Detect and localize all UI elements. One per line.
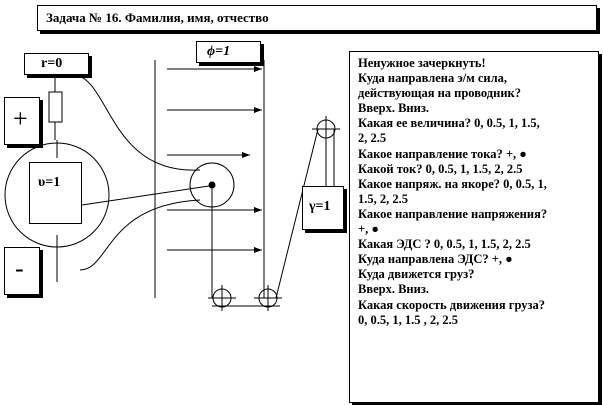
question-line: Какое напряж. на якоре? 0, 0.5, 1, — [358, 176, 547, 191]
question-line: Ненужное зачеркнуть! — [358, 56, 486, 70]
question-line: 2, 2.5 — [358, 131, 387, 146]
questions-panel — [349, 51, 599, 403]
question-line: +, ● — [358, 222, 379, 237]
question-line: Какое направление тока? +, ● — [358, 146, 527, 161]
question-line: 0, 0.5, 1, 1.5 , 2, 2.5 — [358, 312, 458, 327]
title-box — [37, 5, 597, 31]
plus-terminal-box — [4, 97, 40, 145]
minus-terminal-box — [4, 247, 40, 295]
question-line: Вверх. Вниз. — [358, 282, 429, 297]
question-line: Куда направлена ЭДС? +, ● — [358, 252, 513, 267]
question-line: Какая скорость движения груза? — [358, 297, 546, 312]
question-line: Какое направление напряжения? — [358, 206, 548, 221]
question-line: Какая ее величина? 0, 0.5, 1, 1.5, — [358, 116, 540, 131]
plus-sign: + — [13, 104, 28, 133]
resistor — [49, 92, 62, 122]
question-line: Куда движется груз? — [358, 267, 475, 282]
flux-label: ϕ=1 — [207, 44, 231, 59]
flux-label-box — [196, 41, 261, 63]
question-line: Какой ток? 0, 0.5, 1, 1.5, 2, 2.5 — [358, 161, 523, 176]
question-line: Куда направлена э/м сила, — [358, 71, 507, 86]
question-line: действующая на проводник? — [358, 86, 521, 101]
minus-sign: - — [15, 254, 24, 283]
question-line: Вверх. Вниз. — [358, 101, 429, 116]
load-label: γ=1 — [309, 199, 331, 214]
question-line: 1.5, 2, 2.5 — [358, 191, 408, 206]
question-line: Какая ЭДС ? 0, 0.5, 1, 1.5, 2, 2.5 — [358, 237, 531, 252]
resistance-label: r=0 — [41, 56, 63, 71]
task-title: Задача № 16. Фамилия, имя, отчество — [46, 10, 269, 25]
resistance-label-box — [24, 53, 89, 75]
speed-label: υ=1 — [38, 175, 61, 190]
load-label-box — [302, 186, 344, 230]
speed-label-box — [29, 162, 82, 224]
